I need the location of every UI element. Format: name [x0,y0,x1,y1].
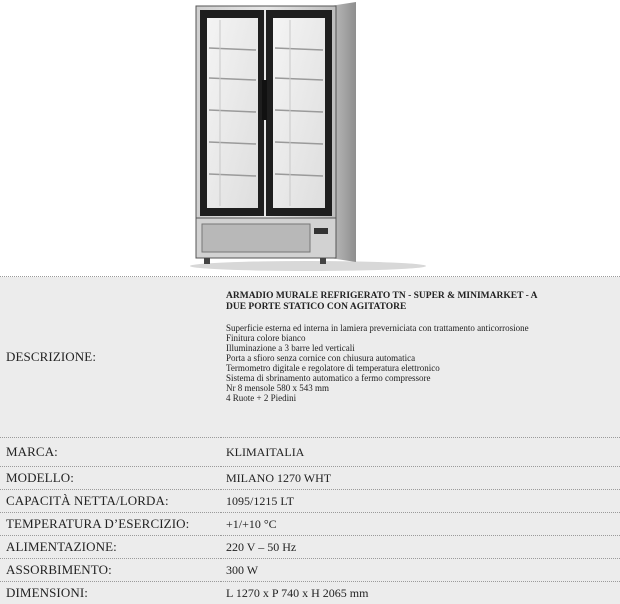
row-alimentazione [0,536,620,559]
descrizione-line: Termometro digitale e regolatore di temperatura elettronico [226,363,620,373]
capacita-value: 1095/1215 LT [221,490,620,513]
descrizione-line: Sistema di sbrinamento automatico a fermo compressore [226,373,620,383]
row-descrizione [0,277,620,438]
descrizione-line: Porta a sfioro senza cornice con chiusura automatica [226,353,620,363]
row-assorbimento [0,559,620,582]
descrizione-line: Finitura colore bianco [226,333,620,343]
descrizione-line: Nr 8 mensole 580 x 543 mm [226,383,620,393]
descrizione-title: ARMADIO MURALE REFRIGERATO TN - SUPER & MINIMARKET - A DUE PORTE STATICO CON AGITATORE [226,291,556,313]
dimensioni-label: DIMENSIONI: [0,582,221,604]
temperatura-value: +1/+10 °C [221,513,620,536]
alimentazione-label: ALIMENTAZIONE: [0,536,221,559]
descrizione-line: Illuminazione a 3 barre led verticali [226,343,620,353]
descrizione-value [221,277,620,438]
spec-table [0,276,620,604]
row-marca [0,438,620,467]
row-dimensioni [0,582,620,604]
modello-value: MILANO 1270 WHT [221,467,620,490]
alimentazione-value: 220 V – 50 Hz [221,536,620,559]
row-capacita [0,490,620,513]
assorbimento-value: 300 W [221,559,620,582]
descrizione-line: Superficie esterna ed interna in lamiera preverniciata con trattamento anticorrosione [226,323,620,333]
product-image [180,0,430,272]
descrizione-line: 4 Ruote + 2 Piedini [226,393,620,403]
marca-label: MARCA: [0,438,221,467]
dimensioni-value: L 1270 x P 740 x H 2065 mm [221,582,620,604]
descrizione-list [226,323,620,403]
row-modello [0,467,620,490]
temperatura-label: TEMPERATURA D’ESERCIZIO: [0,513,221,536]
modello-label: MODELLO: [0,467,221,490]
marca-value: KLIMAITALIA [221,438,620,467]
descrizione-label: DESCRIZIONE: [0,277,221,438]
capacita-label: CAPACITÀ NETTA/LORDA: [0,490,221,513]
assorbimento-label: ASSORBIMENTO: [0,559,221,582]
row-temperatura [0,513,620,536]
